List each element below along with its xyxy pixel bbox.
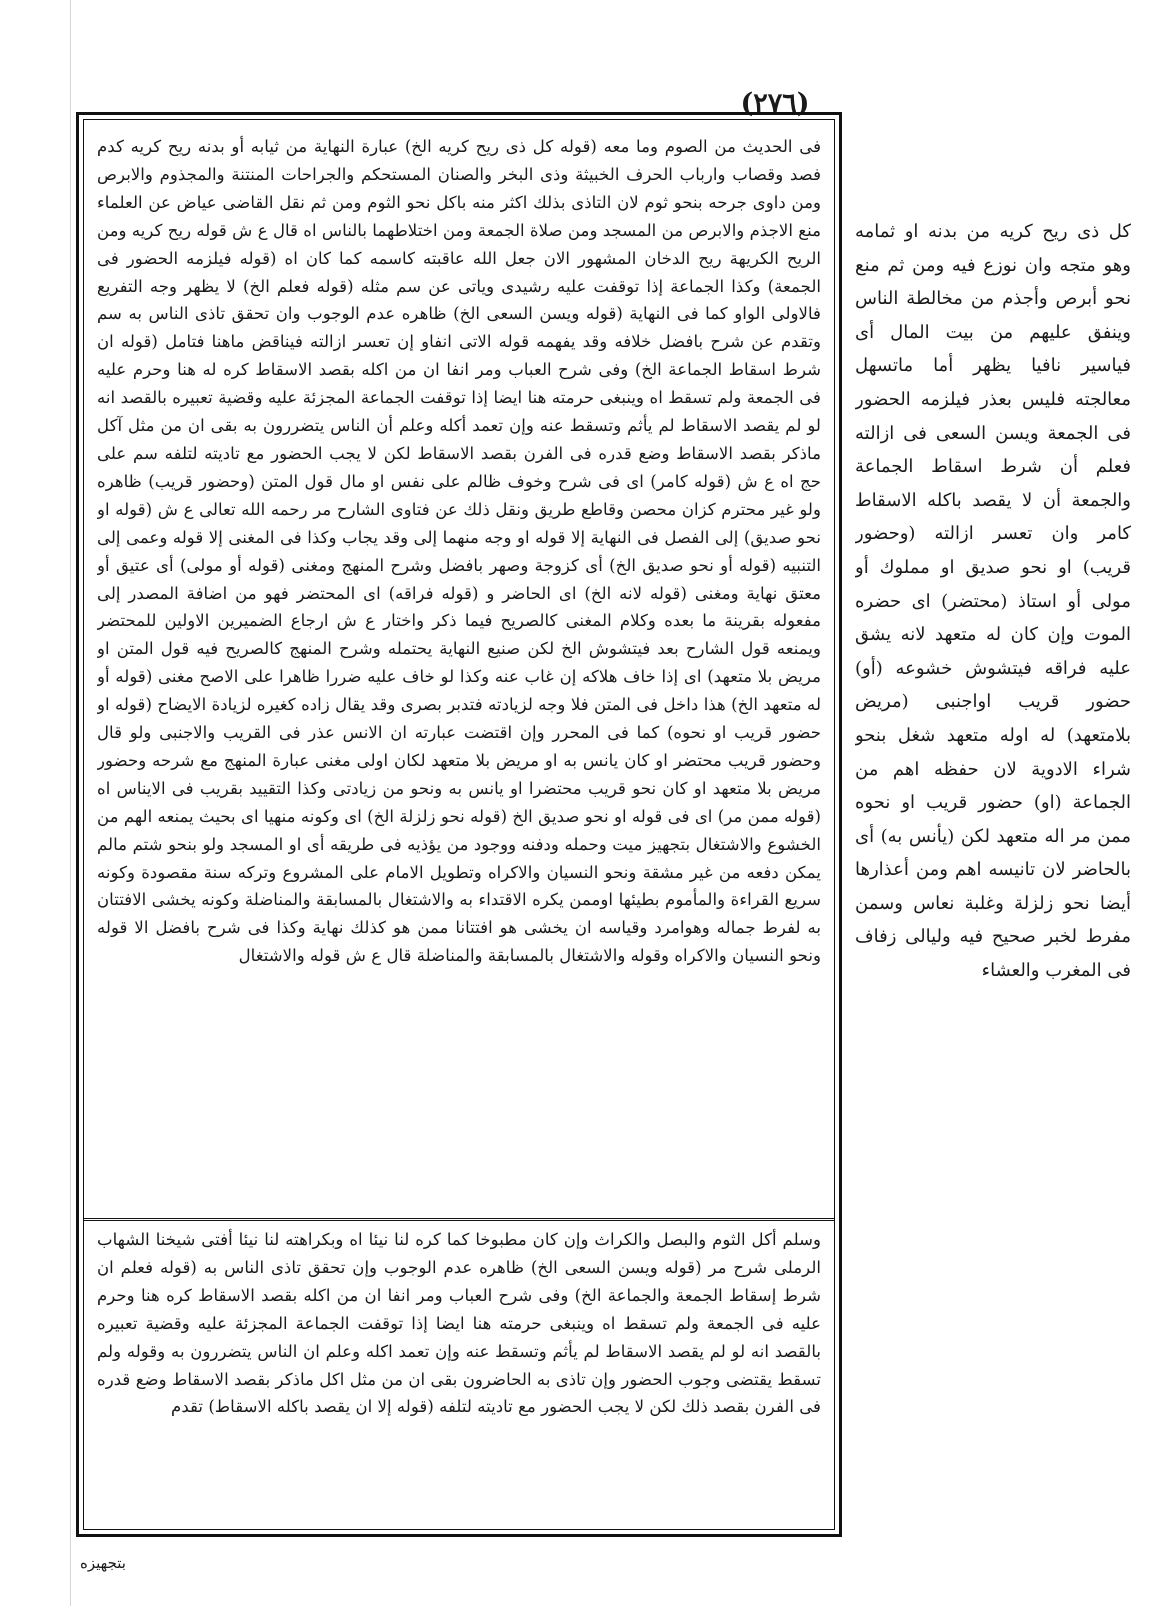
page-number: (٢٧٦): [740, 88, 810, 119]
main-commentary-text: فى الحديث من الصوم وما معه (قوله كل ذى ريح كريه الخ) عبارة النهاية من ثيابه أو بدنه ريح كريه كدم فصد وقصاب وارباب الحرف الخبيثة وذى البخر والصنان المستحكم والجراحات المنتنة والمجذوم والابرص ومن داوى جرحه بنحو ثوم لان التاذى بذلك اكثر منه باكل نحو الثوم ومن ثم نقل القاضى عياض عن العلماء منع الاجذم والابرص من المسجد ومن صلاة الجمعة ومن اختلاطهما بالناس اه قال ع ش قوله ريح كريه ومن الريح الكريهة ريح الدخان المشهور الان جعل الله عاقبته كاسمه كما كان اه (قوله فيلزمه الحضور فى الجمعة) وكذا الجماعة إذا توقفت عليه رشيدى وياتى عن سم مثله (قوله فعلم الخ) لا يظهر وجه التفريع فالاولى الواو كما فى النهاية (قوله ويسن السعى الخ) ظاهره عدم الوجوب وان تحقق تاذى الناس به سم وتقدم عن شرح بافضل خلافه وقد يفهمه قوله الاتى انفاو إن تعسر ازالته فيناقض ماهنا فتامل (قوله ان شرط اسقاط الجماعة الخ) وفى شرح العباب ومر انفا ان من اكله بقصد الاسقاط كره له هنا وحرم عليه فى الجمعة ولم تسقط اه وينبغى حرمته هنا ايضا إذا توقفت الجماعة المجزئة عليه وقضية تعبيره بالقصد انه لو لم يقصد الاسقاط لم يأثم وتسقط عنه وإن تعمد أكله وعلم أن الناس يتضررون به بقى ان من مثل آكل ماذكر بقصد الاسقاط وضع قدره فى الفرن بقصد الاسقاط لكن لا يجب الحضور مع تاديته لتلفه سم على حج اه ع ش (قوله كامر) اى فى شرح وخوف ظالم على نفس او مال قول المتن (وحضور قريب) ظاهره ولو غير محترم كزان محصن وقاطع طريق ونقل ذلك عن فتاوى الشارح مر رحمه الله تعالى ع ش (قوله او نحو صديق) إلى الفصل فى النهاية إلا قوله او وجه منهما إلى وقد يجاب وكذا فى المغنى إلا قوله وعمى إلى التنبيه (قوله أو نحو صديق الخ) أى كزوجة وصهر بافضل وشرح المنهج ومغنى (قوله أو مولى) أى عتيق أو معتق نهاية ومغنى (قوله لانه الخ) اى الحاضر و (قوله فراقه) اى المحتضر فهو من اضافة المصدر إلى مفعوله بقرينة ما بعده وكلام المغنى كالصريح فيما ذكر واختار ع ش ارجاع الضميرين الاولين للمحتضر ويمنعه قول الشارح بعد فيتشوش الخ لكن صنيع النهاية يحتمله وشرح المنهج كالصريح فيه قول المتن او مريض بلا متعهد) اى إذا خاف هلاكه إن غاب عنه وكذا لو خاف عليه ضررا ظاهرا على الاصح مغنى (قوله أو له متعهد الخ) هذا داخل فى المتن فلا وجه لزيادته فتدبر بصرى وقد يقال زاده كغيره لزيادة الايضاح (قوله او حضور قريب او نحوه) كما فى المحرر وإن اقتضت عبارته ان الانس عذر فى القريب والاجنبى ولو قال وحضور قريب محتضر او كان يانس به او مريض بلا متعهد لكان اولى مغنى عبارة المنهج مع شرحه وحضور مريض بلا متعهد او كان نحو قريب محتضرا او يانس به ونحو من زيادتى وكذا التقييد بقريب فى الايناس اه (قوله ممن مر) اى فى قوله او نحو صديق الخ (قوله نحو زلزلة الخ) اى وكونه منهيا اى بحيث يمنعه الهم من الخشوع والاشتغال بتجهيز ميت وحمله ودفنه ووجود من يؤذيه فى طريقه أى او المسجد ولو بنحو شتم مالم يمكن دفعه من غير مشقة ونحو النسيان والاكراه وتطويل الامام على المشروع وتركه سنة مقصودة وكونه سريع القراءة والمأموم بطيئها اوممن يكره الاقتداء به والاشتغال بالمسابقة والمناضلة وكونه يخشى الافتتان به لفرط جماله وهوامرد وقياسه ان يخشى هو افتتانا ممن هو كذلك نهاية وكذا فى شرح بافضل الا قوله ونحو النسيان والاكراه وقوله والاشتغال بالمسابقة والمناضلة قال ع ش قوله والاشتغال: [97, 137, 821, 966]
binding-gutter-line: [70, 0, 71, 1606]
footnote-separator: [83, 1218, 835, 1221]
text-frame: [76, 112, 842, 1537]
footnote-commentary-text: وسلم أكل الثوم والبصل والكراث وإن كان مطبوخا كما كره لنا نيئا اه وبكراهته لنا نيئا أفتى شيخنا الشهاب الرملى شرح مر (قوله ويسن السعى الخ) ظاهره عدم الوجوب وإن تحقق تاذى الناس به (قوله فعلم ان شرط إسقاط الجمعة والجماعة الخ) وفى شرح العباب ومر انفا ان من اكله بقصد الاسقاط كره هنا وحرم عليه فى الجمعة ولم تسقط اه وينبغى حرمته هنا ايضا إذا توقفت الجماعة المجزئة عليه وقضية تعبيره بالقصد انه لو لم يقصد الاسقاط لم يأثم وتسقط عنه وإن تعمد اكله وعلم ان الناس يتضررون به وقوله ولم تسقط يقتضى وجوب الحضور وإن تاذى به الحاضرون بقى ان من مثل اكل ماذكر بقصد الاسقاط وضع قدره فى الفرن بقصد ذلك لكن لا يجب الحضور مع تاديته لتلفه (قوله إلا ان يقصد باكله الاسقاط) تقدم: [97, 1230, 821, 1417]
margin-matn-text: كل ذى ريح كريه من بدنه او ثمامه وهو متجه وان نوزع فيه ومن ثم منع نحو أبرص وأجذم من مخالطة الناس وينفق عليهم من بيت المال أى فياسير نافيا يظهر أما ماتسهل معالجته فليس بعذر فيلزمه الحضور فى الجمعة ويسن السعى فى ازالته فعلم أن شرط اسقاط الجماعة والجمعة أن لا يقصد باكله الاسقاط كامر وان تعسر ازالته (وحضور قريب) او نحو صديق او مملوك أو مولى أو استاذ (محتضر) اى حضره الموت وإن كان له متعهد لانه يشق عليه فراقه فيتشوش خشوعه (أو) حضور قريب اواجنبى (مريض بلامتعهد) له اوله متعهد شغل بنحو شراء الادوية لان حفظه اهم من الجماعة (او) حضور قريب او نحوه ممن مر اله متعهد لكن (يأنس به) أى بالحاضر لان تانيسه اهم ومن أعذارها أيضا نحو زلزلة وغلبة نعاس وسمن مفرط لخبر صحيح فيه وليالى زفاف فى المغرب والعشاء: [855, 221, 1131, 982]
catchword: بتجهيزه: [80, 1554, 126, 1572]
